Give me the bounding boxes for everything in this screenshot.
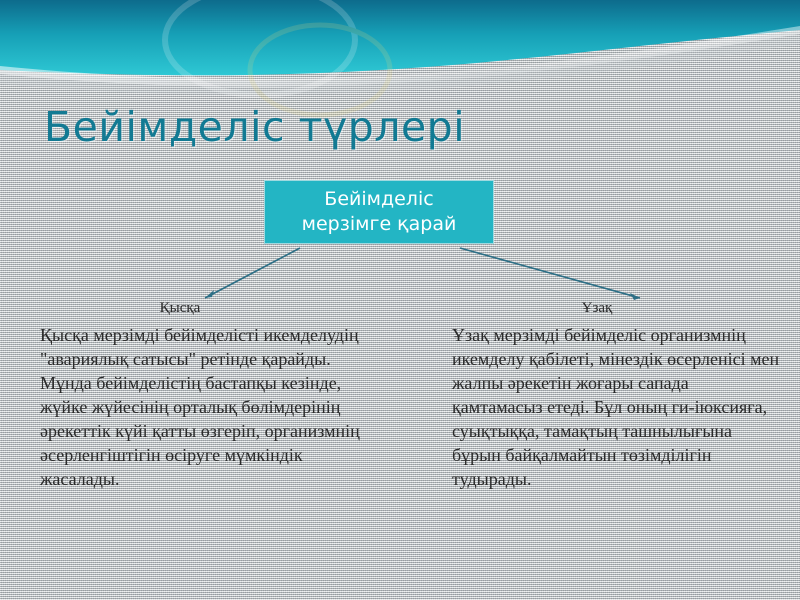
column-body-short: Қысқа мерзімді бейімделісті икемделудің "авариялық сатысы" ретінде қарайды. Мұнда бейімделістің бастапқы кезінде, жүйке жүйесінің орталық бөлімдерінің әрекеттік күйі қатты өзгеріп, организмнің әсерленгіштігін өсіруге мүмкіндік жасалады. [40, 325, 360, 489]
center-concept-box [264, 180, 494, 244]
slide-banner [0, 0, 800, 96]
column-heading-short: Қысқа [159, 300, 201, 316]
page-title: Бейімделіс түрлері [44, 103, 466, 151]
center-box-line1: Бейімделіс [324, 188, 434, 210]
column-short-term [40, 300, 370, 491]
center-box-line2: мерзімге қарай [301, 213, 457, 235]
column-body-long: Ұзақ мерзімді бейімделіс организмнің икемделу қабілеті, мінездік өсерленісі мен жалпы әрекетін жоғары сапада қамтамасыз етеді. Бұл оның ги-іюксияға, суықтыққа, тамақтың ташнылығына бұрын байқалмайтын төзімділігін тудырады. [452, 325, 780, 489]
column-long-term [452, 300, 782, 491]
column-heading-long: Ұзақ [581, 300, 613, 316]
